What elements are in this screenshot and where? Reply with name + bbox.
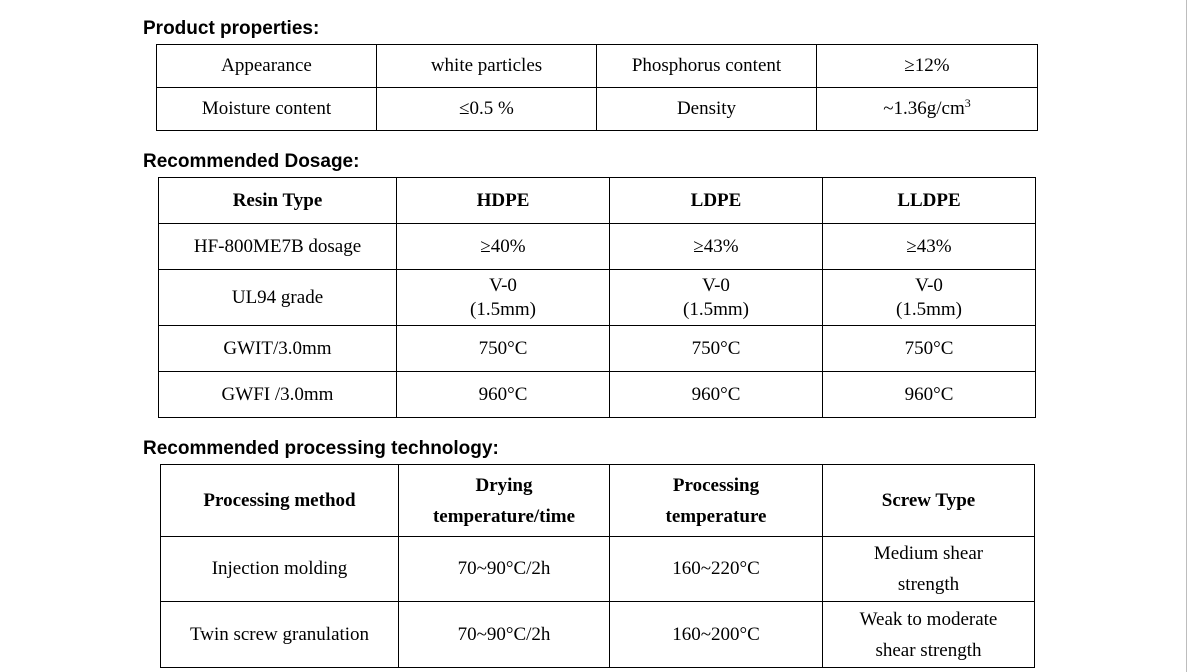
- table-row: [157, 45, 1038, 88]
- grade-line: V-0: [702, 274, 730, 296]
- lldpe-cell: ≥43%: [823, 224, 1036, 270]
- lldpe-cell: 960°C: [823, 372, 1036, 418]
- header-processing-method: Processing method: [161, 465, 399, 537]
- header-processing-temperature: [610, 465, 823, 537]
- property-value-cell: [817, 88, 1038, 131]
- table-header-row: [159, 178, 1036, 224]
- property-value-cell: ≥12%: [817, 45, 1038, 88]
- lldpe-cell: 750°C: [823, 326, 1036, 372]
- product-properties-heading: Product properties:: [143, 18, 320, 39]
- header-processing-line2: temperature: [665, 505, 767, 527]
- table-row: [161, 537, 1035, 602]
- temperature-cell: 160~220°C: [610, 537, 823, 602]
- ldpe-cell: ≥43%: [610, 224, 823, 270]
- header-drying-line1: Drying: [475, 474, 533, 496]
- temperature-cell: 160~200°C: [610, 602, 823, 668]
- property-name-cell: Density: [597, 88, 817, 131]
- header-lldpe: LLDPE: [823, 178, 1036, 224]
- screw-line1: Medium shear: [873, 543, 984, 564]
- screw-line1: Weak to moderate: [859, 608, 998, 630]
- header-drying-line2: temperature/time: [432, 505, 576, 527]
- table-row: [161, 602, 1035, 668]
- row-label: GWIT/3.0mm: [159, 326, 397, 372]
- row-label: UL94 grade: [159, 270, 397, 326]
- hdpe-cell: ≥40%: [397, 224, 610, 270]
- header-ldpe: LDPE: [610, 178, 823, 224]
- table-row: [157, 88, 1038, 131]
- ldpe-cell: 750°C: [610, 326, 823, 372]
- table-row: [159, 270, 1036, 326]
- screw-line2: strength: [897, 574, 960, 595]
- dosage-table: [158, 177, 1036, 418]
- property-name-cell: Appearance: [157, 45, 377, 88]
- header-resin-type: Resin Type: [159, 178, 397, 224]
- screw-cell: [823, 537, 1035, 602]
- table-row: [159, 224, 1036, 270]
- thickness-line: (1.5mm): [896, 298, 962, 320]
- thickness-line: (1.5mm): [683, 298, 749, 320]
- ldpe-cell: 960°C: [610, 372, 823, 418]
- property-value-cell: white particles: [377, 45, 597, 88]
- page-right-border: [1186, 0, 1187, 672]
- table-header-row: [161, 465, 1035, 537]
- header-processing-line1: Processing: [672, 474, 760, 496]
- header-screw-type: Screw Type: [823, 465, 1035, 537]
- thickness-line: (1.5mm): [470, 298, 536, 320]
- processing-technology-heading: Recommended processing technology:: [143, 438, 499, 459]
- screw-cell: [823, 602, 1035, 668]
- method-cell: Injection molding: [161, 537, 399, 602]
- property-value-cell: ≤0.5 %: [377, 88, 597, 131]
- property-name-cell: Moisture content: [157, 88, 377, 131]
- row-label: HF-800ME7B dosage: [159, 224, 397, 270]
- hdpe-cell: 960°C: [397, 372, 610, 418]
- lldpe-cell: [823, 270, 1036, 326]
- screw-line2: shear strength: [875, 639, 982, 661]
- method-cell: Twin screw granulation: [161, 602, 399, 668]
- hdpe-cell: [397, 270, 610, 326]
- table-row: [159, 326, 1036, 372]
- hdpe-cell: 750°C: [397, 326, 610, 372]
- property-name-cell: Phosphorus content: [597, 45, 817, 88]
- density-value: ~1.36g/cm: [883, 98, 965, 119]
- header-drying: [399, 465, 610, 537]
- density-unit-superscript: 3: [964, 96, 971, 110]
- product-properties-table: [156, 44, 1038, 131]
- row-label: GWFI /3.0mm: [159, 372, 397, 418]
- header-hdpe: HDPE: [397, 178, 610, 224]
- ldpe-cell: [610, 270, 823, 326]
- drying-cell: 70~90°C/2h: [399, 602, 610, 668]
- drying-cell: 70~90°C/2h: [399, 537, 610, 602]
- processing-table: [160, 464, 1035, 668]
- grade-line: V-0: [915, 274, 943, 296]
- table-row: [159, 372, 1036, 418]
- recommended-dosage-heading: Recommended Dosage:: [143, 151, 360, 172]
- grade-line: V-0: [489, 274, 517, 296]
